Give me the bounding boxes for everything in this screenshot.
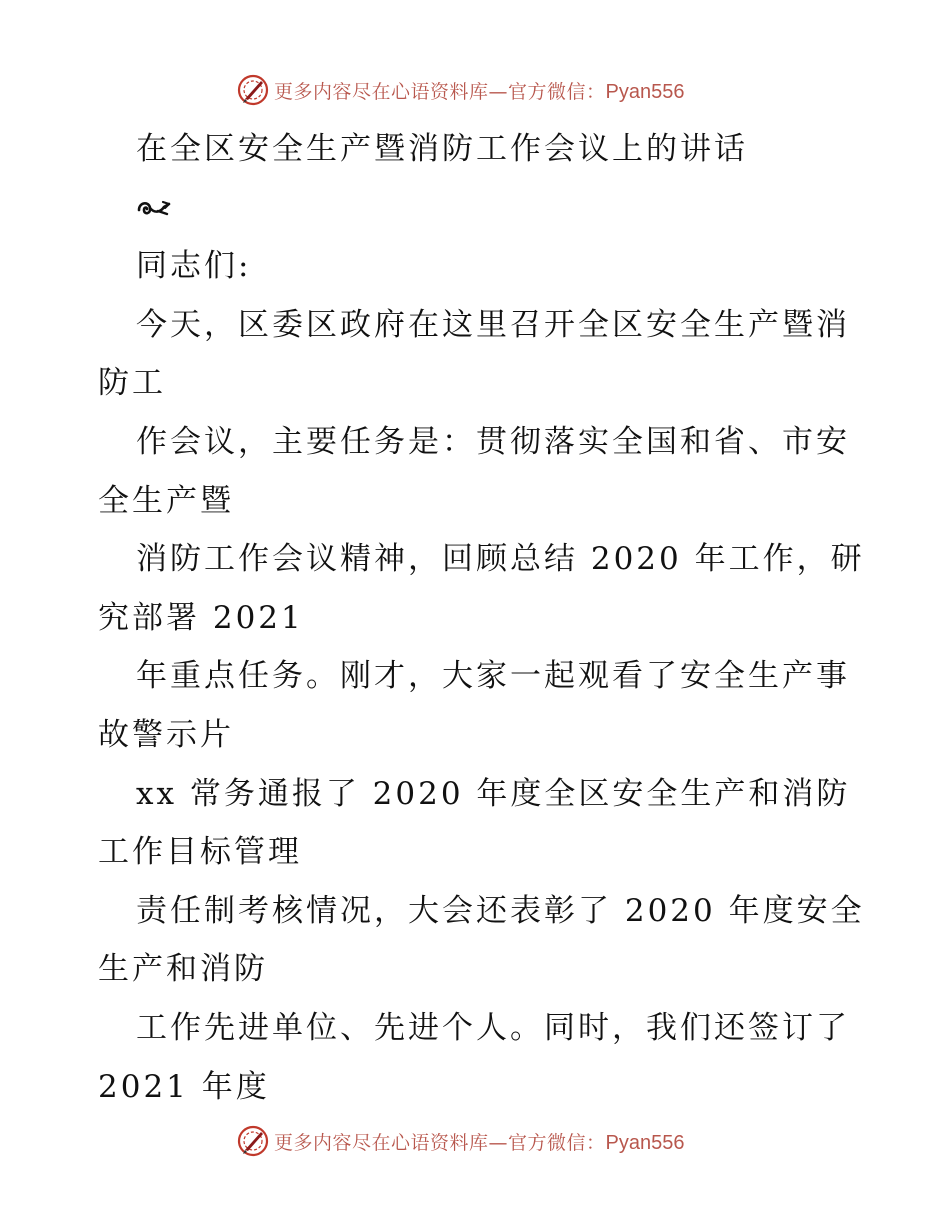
text-line: 作会议，主要任务是：贯彻落实全国和省、市安 (136, 423, 850, 460)
title-ornament (98, 179, 858, 238)
document-title: 在全区安全生产暨消防工作会议上的讲话 (136, 131, 748, 167)
text-line: 故警示片 (98, 716, 234, 753)
document-body (98, 120, 865, 1116)
text-line: 工作先进单位、先进个人。同时，我们还签订了 (136, 1009, 850, 1046)
quill-logo-icon (236, 73, 270, 107)
watermark-text: 更多内容尽在心语资料库—官方微信：Pyan556 (274, 80, 685, 103)
swirl-ornament-icon (136, 197, 172, 219)
text-line: 究部署 2021 (98, 599, 304, 636)
quill-logo-icon (236, 1124, 270, 1158)
text-line: 今天，区委区政府在这里召开全区安全生产暨消 (136, 306, 850, 343)
text-line: 生产和消防 (98, 951, 268, 988)
text-line: 防工 (98, 365, 166, 402)
text-line: xx 常务通报了 2020 年度全区安全生产和消防 (136, 775, 851, 812)
text-line: 消防工作会议精神，回顾总结 2020 年工作，研 (136, 541, 865, 578)
watermark-account: Pyan556 (605, 80, 685, 103)
header-watermark (236, 72, 684, 108)
text-line: 责任制考核情况，大会还表彰了 2020 年度安全 (136, 892, 865, 929)
text-line: 年重点任务。刚才，大家一起观看了安全生产事 (136, 658, 850, 695)
watermark-text: 更多内容尽在心语资料库—官方微信：Pyan556 (274, 1131, 685, 1154)
watermark-account: Pyan556 (605, 1131, 685, 1154)
paragraph-lines (98, 237, 865, 1116)
footer-watermark (236, 1123, 684, 1159)
text-line: 同志们: (136, 248, 252, 285)
text-line: 2021 年度 (98, 1068, 270, 1105)
text-line: 全生产暨 (98, 482, 234, 519)
text-line: 工作目标管理 (98, 834, 302, 871)
